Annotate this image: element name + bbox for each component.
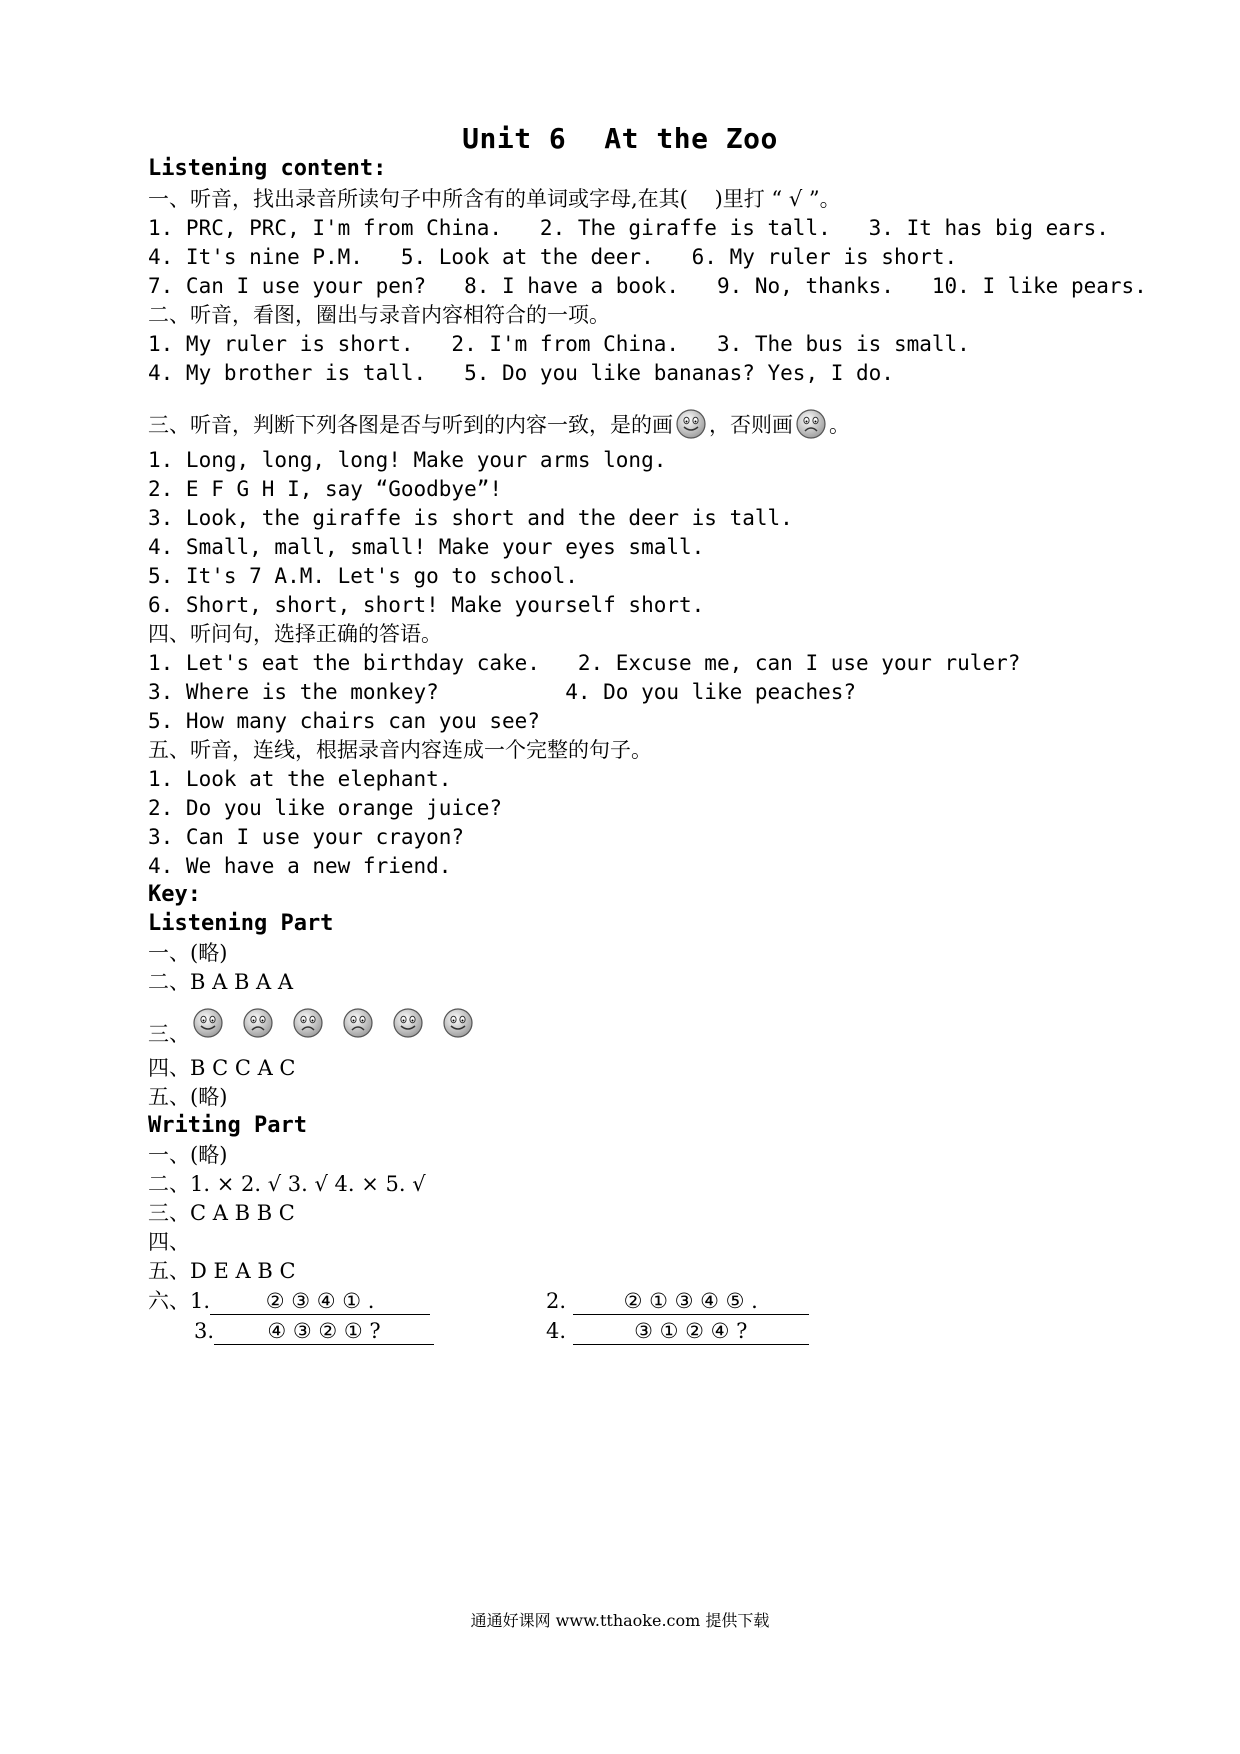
section-4-line: 5. How many chairs can you see? <box>148 709 540 733</box>
key-writing-2: 二、1. × 2. √ 3. √ 4. × 5. √ <box>148 1172 426 1196</box>
section-1-line: 4. It's nine P.M. 5. Look at the deer. 6. My ruler is short. <box>148 245 958 269</box>
section-4-line: 3. Where is the monkey? 4. Do you like peaches? <box>148 680 857 704</box>
section-1-line: 1. PRC, PRC, I'm from China. 2. The giraffe is tall. 3. It has big ears. <box>148 216 1109 240</box>
frowning-face-icon <box>342 1007 374 1039</box>
key-writing-6-row-2b: 4. ③ ① ② ④ ? <box>546 1318 809 1344</box>
key-listening-5: 五、(略) <box>148 1085 228 1109</box>
page-footer: 通通好课网 www.tthaoke.com 提供下载 <box>470 1611 770 1630</box>
section-3-heading: 三、听音，判断下列各图是否与听到的内容一致，是的画 ，否则画 。 <box>148 408 850 442</box>
listening-part-heading: Listening Part <box>148 911 334 936</box>
section-3-line: 6. Short, short, short! Make yourself short. <box>148 593 705 617</box>
unit-topic: At the Zoo <box>604 122 778 155</box>
key-listening-4: 四、B C C A C <box>148 1056 296 1080</box>
section-5-heading: 五、听音，连线，根据录音内容连成一个完整的句子。 <box>148 738 652 762</box>
smiley-face-icon <box>392 1007 424 1039</box>
key-listening-1: 一、(略) <box>148 941 228 965</box>
section-5-line: 2. Do you like orange juice? <box>148 796 503 820</box>
writing-part-heading: Writing Part <box>148 1113 307 1138</box>
key-writing-6-row-1: 六、1. ② ③ ④ ① . <box>148 1288 430 1314</box>
key-writing-1: 一、(略) <box>148 1143 228 1167</box>
key-writing-5: 五、D E A B C <box>148 1259 296 1283</box>
smiley-face-icon <box>675 408 707 440</box>
key-writing-6-row-2: 3. ④ ③ ② ① ? <box>194 1318 434 1344</box>
section-3-line: 5. It's 7 A.M. Let's go to school. <box>148 564 578 588</box>
section-1-heading: 一、听音，找出录音所读句子中所含有的单词或字母,在其( )里打 “ √ ”。 <box>148 187 841 211</box>
key-label: Key: <box>148 882 201 907</box>
unit-number: Unit 6 <box>462 122 567 155</box>
key-listening-3: 三、 <box>148 1002 490 1046</box>
listening-heading: Listening content: <box>148 156 387 181</box>
frowning-face-icon <box>292 1007 324 1039</box>
answer-blank: ③ ① ② ④ ? <box>573 1318 809 1345</box>
section-3-line: 2. E F G H I, say “Goodbye”! <box>148 477 503 501</box>
key-writing-4: 四、 <box>148 1230 190 1254</box>
key-writing-6-row-1b: 2. ② ① ③ ④ ⑤ . <box>546 1288 809 1314</box>
smiley-face-icon <box>442 1007 474 1039</box>
answer-blank: ② ① ③ ④ ⑤ . <box>573 1288 809 1315</box>
answer-blank: ④ ③ ② ① ? <box>214 1318 434 1345</box>
section-1-line: 7. Can I use your pen? 8. I have a book. 9. No, thanks. 10. I like pears. <box>148 274 1147 298</box>
answer-blank: ② ③ ④ ① . <box>210 1288 430 1315</box>
frowning-face-icon <box>242 1007 274 1039</box>
section-2-heading: 二、听音，看图，圈出与录音内容相符合的一项。 <box>148 303 610 327</box>
frowning-face-icon <box>795 408 827 440</box>
section-4-heading: 四、听问句，选择正确的答语。 <box>148 622 442 646</box>
section-5-line: 1. Look at the elephant. <box>148 767 452 791</box>
page-title <box>0 122 1240 155</box>
smiley-face-icon <box>192 1007 224 1039</box>
section-2-line: 4. My brother is tall. 5. Do you like bananas? Yes, I do. <box>148 361 894 385</box>
section-5-line: 3. Can I use your crayon? <box>148 825 465 849</box>
section-4-line: 1. Let's eat the birthday cake. 2. Excuse me, can I use your ruler? <box>148 651 1021 675</box>
key-writing-3: 三、C A B B C <box>148 1201 295 1225</box>
key-listening-2: 二、B A B A A <box>148 970 294 994</box>
section-3-line: 4. Small, mall, small! Make your eyes small. <box>148 535 705 559</box>
section-2-line: 1. My ruler is short. 2. I'm from China. 3. The bus is small. <box>148 332 970 356</box>
section-3-line: 1. Long, long, long! Make your arms long. <box>148 448 667 472</box>
section-5-line: 4. We have a new friend. <box>148 854 452 878</box>
section-3-line: 3. Look, the giraffe is short and the deer is tall. <box>148 506 793 530</box>
